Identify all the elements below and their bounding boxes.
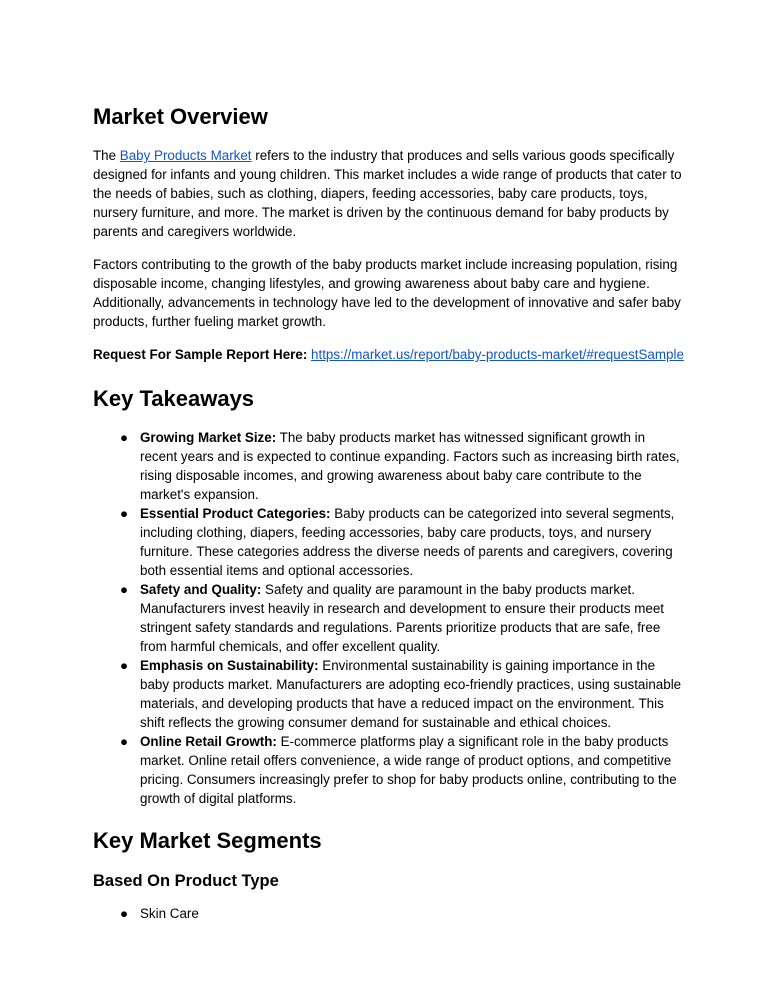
item-title: Safety and Quality:: [140, 582, 262, 597]
baby-products-market-link[interactable]: Baby Products Market: [119, 148, 252, 163]
item-text: Environmental sustainability is gaining importance in the baby products market. Manufacturers are adopting eco-friendly practices, using sustainable materials, and developing products that have a reduced impact on the environment. This shift reflects the growing consumer demand for sustainable and ethical choices.: [140, 658, 682, 730]
heading-key-market-segments: Key Market Segments: [93, 828, 322, 853]
item-title: Growing Market Size:: [140, 430, 277, 445]
list-item: [120, 428, 685, 504]
text: refers to the industry that produces and sells various goods specifically designed for infants and young children. This market includes a wide range of products that cater to the needs of babies, such as clothing, diapers, feeding accessories, baby care products, toys, nursery furniture, and more. The market is driven by the continuous demand for baby products by parents and caregivers worldwide.: [93, 148, 682, 239]
list-item: [120, 904, 685, 923]
request-sample-link[interactable]: https://market.us/report/baby-products-market/#requestSample: [311, 347, 684, 362]
product-type-list: [93, 904, 685, 923]
bullet-icon: ●: [120, 582, 129, 597]
item-text: E-commerce platforms play a significant role in the baby products market. Online retail offers convenience, a wide range of product options, and competitive pricing. Consumers increasingly prefer to shop for baby products online, contributing to the growth of digital platforms.: [140, 734, 677, 806]
heading-market-overview: Market Overview: [93, 104, 268, 129]
item-title: Online Retail Growth:: [140, 734, 277, 749]
item-text: Baby products can be categorized into several segments, including clothing, diapers, feeding accessories, baby care products, toys, and nursery furniture. These categories address the diverse needs of parents and caregivers, covering both essential items and optional accessories.: [140, 506, 675, 578]
list-item: [120, 656, 685, 732]
item-text: The baby products market has witnessed significant growth in recent years and is expected to continue expanding. Factors such as increasing birth rates, rising disposable incomes, and growing awareness about baby care contribute to the market's expansion.: [140, 430, 680, 502]
subheading-product-type: Based On Product Type: [93, 872, 279, 890]
overview-paragraph-2: Factors contributing to the growth of the baby products market include increasing population, rising disposable income, changing lifestyles, and growing awareness about baby care and hygiene. Additionally, advancements in technology have led to the development of innovative and safer baby products, further fueling market growth.: [93, 257, 681, 329]
request-sample-paragraph: [93, 345, 685, 364]
list-item: [120, 504, 685, 580]
item-text: Safety and quality are paramount in the baby products market. Manufacturers invest heavily in research and development to ensure their products meet stringent safety standards and regulations. Parents prioritize products that are safe, free from harmful chemicals, and offer excellent quality.: [140, 582, 665, 654]
takeaways-list: [93, 428, 685, 808]
item-text: Skin Care: [140, 906, 199, 921]
request-label: Request For Sample Report Here:: [93, 347, 308, 362]
list-item: [120, 732, 685, 808]
list-item: [120, 580, 685, 656]
document-content: [93, 102, 685, 941]
bullet-icon: ●: [120, 658, 129, 673]
bullet-icon: ●: [120, 906, 129, 921]
item-title: Emphasis on Sustainability:: [140, 658, 319, 673]
text: The: [93, 148, 120, 163]
overview-paragraph-1: [93, 146, 685, 241]
bullet-icon: ●: [120, 734, 129, 749]
bullet-icon: ●: [120, 430, 129, 445]
heading-key-takeaways: Key Takeaways: [93, 386, 255, 411]
bullet-icon: ●: [120, 506, 129, 521]
item-title: Essential Product Categories:: [140, 506, 331, 521]
